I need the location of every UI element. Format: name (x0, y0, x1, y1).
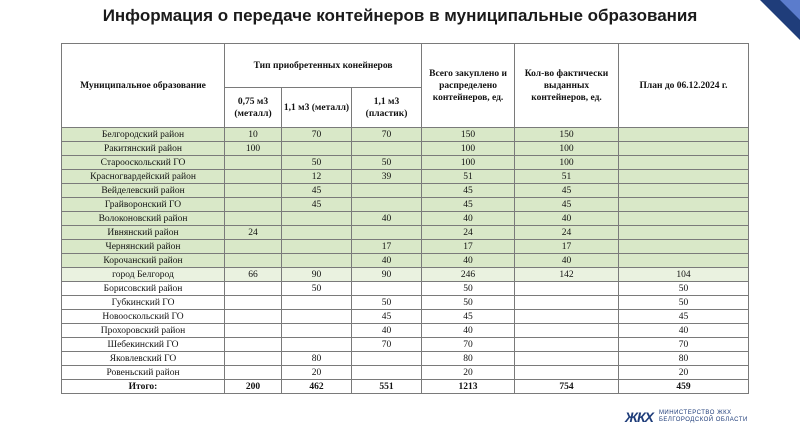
cell-issued: 40 (515, 254, 619, 268)
total-total: 1213 (422, 380, 515, 394)
cell-name: Ивнянский район (62, 226, 225, 240)
cell-name: Чернянский район (62, 240, 225, 254)
cell-c11m (282, 212, 352, 226)
ministry-name (659, 410, 748, 424)
cell-total: 45 (422, 184, 515, 198)
cell-c11p: 40 (352, 254, 422, 268)
cell-c11p: 50 (352, 296, 422, 310)
cell-total: 40 (422, 324, 515, 338)
cell-issued: 45 (515, 184, 619, 198)
total-c075: 200 (225, 380, 282, 394)
cell-issued: 150 (515, 128, 619, 142)
cell-plan (619, 142, 749, 156)
zhkh-logo: ЖКХ (625, 409, 653, 425)
cell-name: Прохоровский район (62, 324, 225, 338)
cell-c075 (225, 310, 282, 324)
header-actually-issued: Кол-во фактически выданных контейнеров, ед. (515, 44, 619, 128)
cell-c11m (282, 324, 352, 338)
cell-c11m (282, 142, 352, 156)
cell-total: 100 (422, 142, 515, 156)
cell-name: Новооскольский ГО (62, 310, 225, 324)
cell-plan (619, 198, 749, 212)
header-plan: План до 06.12.2024 г. (619, 44, 749, 128)
total-c11m: 462 (282, 380, 352, 394)
cell-name: Старооскольский ГО (62, 156, 225, 170)
cell-plan (619, 254, 749, 268)
cell-c11m (282, 296, 352, 310)
cell-total: 51 (422, 170, 515, 184)
cell-c11m: 70 (282, 128, 352, 142)
cell-c11m: 50 (282, 282, 352, 296)
header-11-plastic: 1,1 м3 (пластик) (352, 88, 422, 128)
cell-plan: 50 (619, 296, 749, 310)
cell-c075 (225, 324, 282, 338)
header-municipality: Муниципальное образование (62, 44, 225, 128)
cell-plan (619, 156, 749, 170)
cell-c075 (225, 240, 282, 254)
total-issued: 754 (515, 380, 619, 394)
cell-total: 246 (422, 268, 515, 282)
cell-plan: 45 (619, 310, 749, 324)
cell-c075 (225, 352, 282, 366)
cell-issued (515, 310, 619, 324)
cell-plan (619, 170, 749, 184)
page-title: Информация о передаче контейнеров в муниципальные образования (102, 6, 698, 25)
cell-name: Красногвардейский район (62, 170, 225, 184)
cell-c075: 66 (225, 268, 282, 282)
cell-plan: 50 (619, 282, 749, 296)
cell-c075: 24 (225, 226, 282, 240)
cell-name: Корочанский район (62, 254, 225, 268)
cell-name: Волоконовский район (62, 212, 225, 226)
cell-issued (515, 296, 619, 310)
cell-total: 17 (422, 240, 515, 254)
cell-c11m: 45 (282, 184, 352, 198)
table-row (62, 170, 749, 184)
cell-c075 (225, 170, 282, 184)
table-row (62, 338, 749, 352)
cell-issued: 100 (515, 142, 619, 156)
cell-c075 (225, 212, 282, 226)
table-body (62, 128, 749, 394)
table-row (62, 226, 749, 240)
table-row (62, 282, 749, 296)
cell-c11p: 70 (352, 338, 422, 352)
cell-c075 (225, 198, 282, 212)
cell-plan (619, 184, 749, 198)
cell-plan (619, 226, 749, 240)
cell-issued: 24 (515, 226, 619, 240)
cell-c075: 10 (225, 128, 282, 142)
table-row (62, 310, 749, 324)
cell-c11p: 50 (352, 156, 422, 170)
cell-c075 (225, 184, 282, 198)
table-row (62, 240, 749, 254)
cell-c075: 100 (225, 142, 282, 156)
cell-total: 45 (422, 310, 515, 324)
containers-table (61, 43, 749, 394)
cell-total: 100 (422, 156, 515, 170)
cell-total: 80 (422, 352, 515, 366)
table-row (62, 142, 749, 156)
cell-c075 (225, 254, 282, 268)
header-11-metal: 1,1 м3 (металл) (282, 88, 352, 128)
table-row (62, 156, 749, 170)
cell-c075 (225, 366, 282, 380)
cell-c11p: 45 (352, 310, 422, 324)
cell-total: 40 (422, 254, 515, 268)
cell-name: Борисовский район (62, 282, 225, 296)
cell-total: 40 (422, 212, 515, 226)
table-row (62, 184, 749, 198)
cell-issued: 17 (515, 240, 619, 254)
cell-name: Яковлевский ГО (62, 352, 225, 366)
cell-c11m: 90 (282, 268, 352, 282)
cell-issued (515, 366, 619, 380)
cell-c11p: 70 (352, 128, 422, 142)
cell-name: Ракитянский район (62, 142, 225, 156)
cell-plan: 40 (619, 324, 749, 338)
total-plan: 459 (619, 380, 749, 394)
table-row (62, 198, 749, 212)
cell-c11p (352, 282, 422, 296)
cell-total: 24 (422, 226, 515, 240)
cell-issued: 51 (515, 170, 619, 184)
cell-name: город Белгород (62, 268, 225, 282)
cell-issued: 40 (515, 212, 619, 226)
cell-c11m: 50 (282, 156, 352, 170)
cell-plan (619, 128, 749, 142)
cell-c075 (225, 296, 282, 310)
cell-c11p: 90 (352, 268, 422, 282)
cell-total: 50 (422, 296, 515, 310)
cell-c11m: 80 (282, 352, 352, 366)
table-row (62, 254, 749, 268)
cell-c11m (282, 240, 352, 254)
cell-issued: 100 (515, 156, 619, 170)
header-075-metal: 0,75 м3 (металл) (225, 88, 282, 128)
cell-plan (619, 240, 749, 254)
cell-c075 (225, 282, 282, 296)
cell-c11m: 45 (282, 198, 352, 212)
cell-c11m (282, 310, 352, 324)
cell-total: 150 (422, 128, 515, 142)
cell-c11m (282, 226, 352, 240)
cell-c11p (352, 142, 422, 156)
total-c11p: 551 (352, 380, 422, 394)
cell-total: 20 (422, 366, 515, 380)
cell-c11p (352, 198, 422, 212)
table-row (62, 324, 749, 338)
ministry-line-1: МИНИСТЕРСТВО ЖКХ (658, 410, 732, 416)
cell-c11m (282, 254, 352, 268)
cell-total: 70 (422, 338, 515, 352)
cell-name: Шебекинский ГО (62, 338, 225, 352)
header-total-purchased: Всего закуплено и распределено контейнеров, ед. (422, 44, 515, 128)
cell-name: Губкинский ГО (62, 296, 225, 310)
cell-issued (515, 282, 619, 296)
cell-c075 (225, 156, 282, 170)
cell-c11m: 20 (282, 366, 352, 380)
cell-total: 45 (422, 198, 515, 212)
cell-name: Ровеньский район (62, 366, 225, 380)
total-label: Итого: (62, 380, 225, 394)
cell-issued (515, 338, 619, 352)
totals-row (62, 380, 749, 394)
cell-c075 (225, 338, 282, 352)
cell-plan: 70 (619, 338, 749, 352)
cell-c11p: 40 (352, 212, 422, 226)
cell-issued: 45 (515, 198, 619, 212)
cell-c11m (282, 338, 352, 352)
table-row (62, 296, 749, 310)
cell-name: Грайворонский ГО (62, 198, 225, 212)
cell-issued (515, 352, 619, 366)
cell-c11p (352, 352, 422, 366)
table-row (62, 128, 749, 142)
cell-c11p (352, 366, 422, 380)
cell-plan: 104 (619, 268, 749, 282)
cell-total: 50 (422, 282, 515, 296)
cell-plan: 20 (619, 366, 749, 380)
table-row (62, 268, 749, 282)
cell-issued: 142 (515, 268, 619, 282)
cell-c11m: 12 (282, 170, 352, 184)
cell-c11p: 17 (352, 240, 422, 254)
cell-plan: 80 (619, 352, 749, 366)
cell-issued (515, 324, 619, 338)
table-row (62, 212, 749, 226)
header-container-type: Тип приобретенных конейнеров (225, 44, 422, 88)
cell-c11p: 39 (352, 170, 422, 184)
cell-name: Белгородский район (62, 128, 225, 142)
cell-c11p (352, 226, 422, 240)
cell-name: Вейделевский район (62, 184, 225, 198)
table-row (62, 352, 749, 366)
cell-c11p (352, 184, 422, 198)
cell-plan (619, 212, 749, 226)
ministry-line-2: БЕЛГОРОДСКОЙ ОБЛАСТИ (658, 417, 748, 423)
footer-branding (625, 408, 748, 426)
table-row (62, 366, 749, 380)
cell-c11p: 40 (352, 324, 422, 338)
